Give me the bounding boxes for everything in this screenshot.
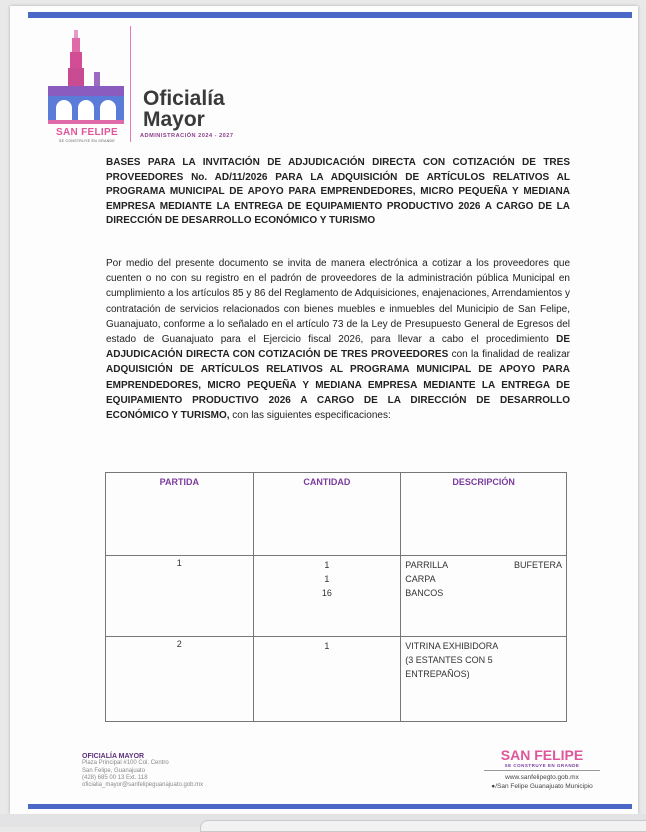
footer-address1: Plaza Principal #100 Col. Centro bbox=[82, 760, 169, 767]
document-body bbox=[106, 256, 570, 423]
desc-line: (3 ESTANTES CON 5 bbox=[405, 655, 493, 665]
header-divider bbox=[130, 26, 131, 142]
cell-cantidad bbox=[253, 637, 401, 722]
footer-phone: (428) 685 00 13 Ext. 118 bbox=[82, 774, 148, 781]
header-partida: PARTIDA bbox=[106, 473, 254, 556]
qty-value: 1 bbox=[324, 574, 330, 584]
footer-email[interactable]: oficialia_mayor@sanfelipeguanajuato.gob.mx bbox=[82, 782, 204, 789]
body-text-2: con la finalidad de realizar bbox=[448, 349, 570, 361]
body-text-3: con las siguientes especificaciones: bbox=[229, 410, 391, 422]
desc-word: BUFETERA bbox=[513, 560, 562, 570]
viewer-tab[interactable] bbox=[200, 820, 646, 832]
header-descripcion: DESCRIPCIÓN bbox=[401, 473, 567, 556]
footer-website[interactable]: www.sanfelipegto.gob.mx bbox=[505, 774, 579, 781]
table-row bbox=[106, 637, 567, 722]
san-felipe-logo bbox=[46, 28, 126, 140]
body-bold-2: ADQUISICIÓN DE ARTÍCULOS RELATIVOS AL PROGRAMA MUNICIPAL DE APOYO PARA EMPRENDEDORES, MICRO PEQUEÑA Y MEDIANA EMPRESA MEDIANTE LA ENTREGA DE EQUIPAMIENTO PRODUCTIVO 2026 A CARGO DE LA DIRECCIÓN DE DESARROLLO ECONÓMICO Y TURISMO, bbox=[106, 364, 570, 422]
cell-partida: 2 bbox=[106, 637, 254, 722]
footer-office: OFICIALÍA MAYOR bbox=[82, 753, 145, 760]
header-bar bbox=[28, 12, 632, 18]
document-title: BASES PARA LA INVITACIÓN DE ADJUDICACIÓN DIRECTA CON COTIZACIÓN DE TRES PROVEEDORES No. AD/11/2026 PARA LA ADQUISICIÓN DE ARTÍCULOS RELATIVOS AL PROGRAMA MUNICIPAL DE APOYO PARA EMPRENDEDORES, MICRO PEQUEÑA Y MEDIANA EMPRESA MEDIANTE LA ENTREGA DE EQUIPAMIENTO PRODUCTIVO 2026 A CARGO DE LA DIRECCIÓN DE DESARROLLO ECONÓMICO Y TURISMO bbox=[106, 157, 570, 227]
footer-facebook[interactable] bbox=[484, 783, 600, 790]
logo-name: SAN FELIPE bbox=[56, 127, 118, 138]
facebook-icon: ● bbox=[491, 783, 496, 790]
office-line1: Oficialía bbox=[143, 87, 225, 110]
footer-brand-tag: SE CONSTRUYE EN GRANDE bbox=[484, 763, 600, 771]
cell-descripcion bbox=[401, 556, 567, 637]
footer-contact bbox=[82, 753, 203, 789]
facebook-label: /San Felipe Guanajuato Municipio bbox=[495, 783, 593, 790]
footer-brand bbox=[484, 748, 600, 790]
footer-bar bbox=[28, 804, 632, 809]
desc-line: ENTREPAÑOS) bbox=[405, 669, 470, 679]
administration-label: ADMINISTRACIÓN 2024 - 2027 bbox=[140, 133, 234, 139]
cell-partida: 1 bbox=[106, 556, 254, 637]
body-text-1: Por medio del presente documento se invita de manera electrónica a cotizar a los proveedores que cuenten o no con su registro en el padrón de proveedores de la administración pública Municipal en cumplimiento a los artículos 85 y 86 del Reglamento de Adquisiciones, enajenaciones, Arrendamientos y contratación de servicios relacionados con bienes muebles e inmuebles del Municipio de San Felipe, Guanajuato, conforme a lo señalado en el artículo 73 de la Ley de Presupuesto General de Egresos del estado de Guanajuato para el Ejercicio fiscal 2026, para llevar a cabo el procedimiento bbox=[106, 258, 570, 346]
footer-address2: San Felipe, Guanajuato bbox=[82, 767, 146, 774]
desc-line: CARPA bbox=[405, 574, 436, 584]
desc-word: PARRILLA bbox=[405, 560, 449, 570]
desc-line: VITRINA EXHIBIDORA bbox=[405, 641, 499, 651]
qty-value: 1 bbox=[324, 560, 330, 570]
table-row bbox=[106, 556, 567, 637]
footer-brand-name: SAN FELIPE bbox=[500, 747, 584, 763]
qty-value: 1 bbox=[324, 641, 330, 651]
desc-line bbox=[405, 558, 562, 572]
document-page bbox=[10, 6, 638, 814]
body-bold-1: DE ADJUDICACIÓN DIRECTA CON COTIZACIÓN DE TRES PROVEEDORES bbox=[106, 334, 570, 361]
qty-value: 16 bbox=[321, 588, 332, 598]
desc-line: BANCOS bbox=[405, 588, 444, 598]
cell-descripcion bbox=[401, 637, 567, 722]
table-header-row bbox=[106, 473, 567, 556]
header-cantidad: CANTIDAD bbox=[253, 473, 401, 556]
office-line2: Mayor bbox=[143, 108, 205, 131]
items-table bbox=[105, 472, 567, 722]
office-title bbox=[143, 88, 225, 130]
logo-tagline: SE CONSTRUYE EN GRANDE bbox=[59, 139, 115, 143]
cell-cantidad bbox=[253, 556, 401, 637]
